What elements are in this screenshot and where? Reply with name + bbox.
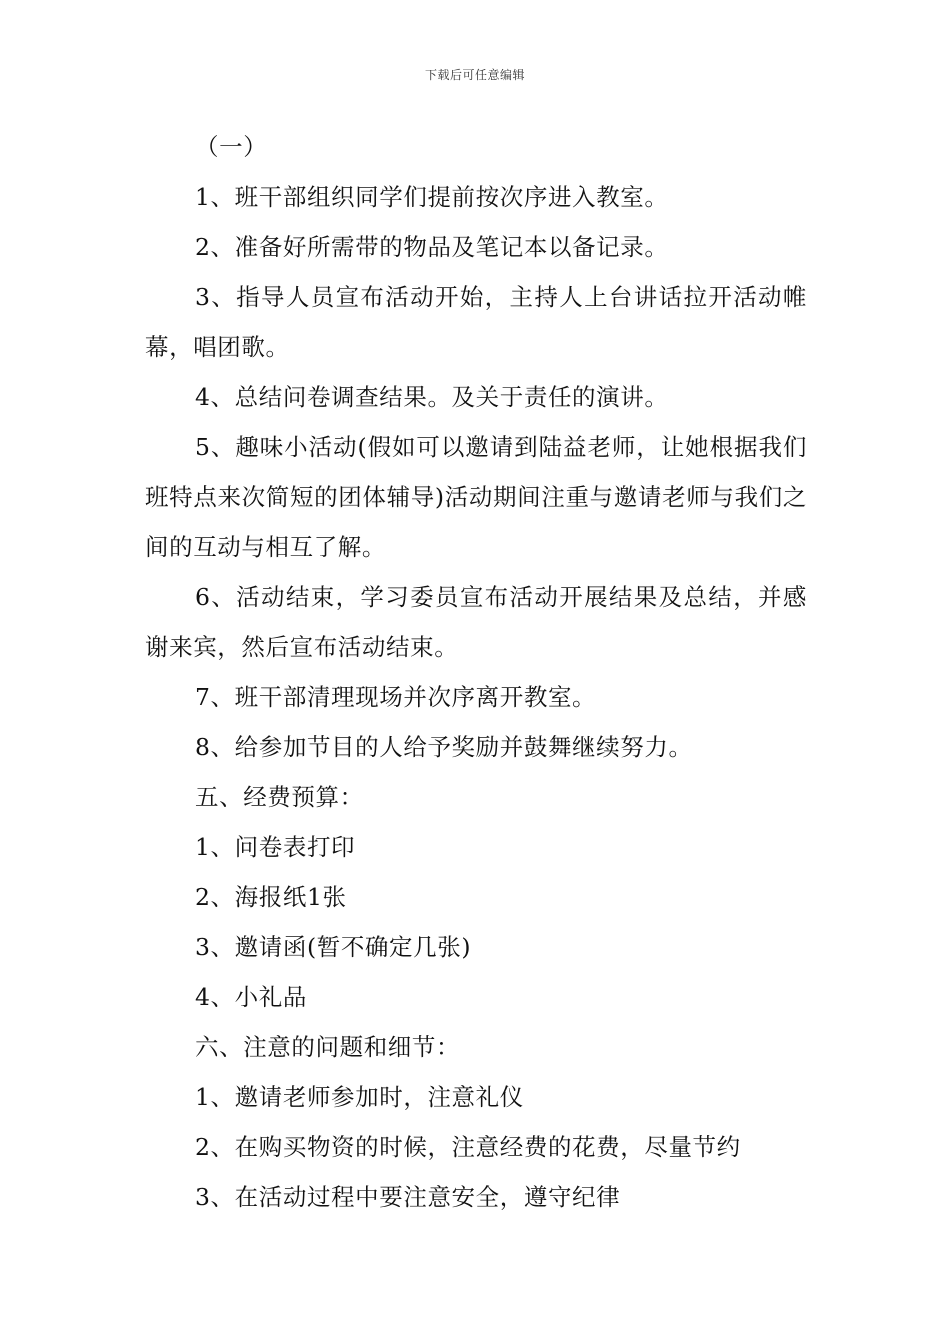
list-item: 8、给参加节目的人给予奖励并鼓舞继续努力。 [195,733,693,761]
list-item: 2、在购买物资的时候，注意经费的花费，尽量节约 [195,1133,741,1161]
section-heading-notes: 六、注意的问题和细节： [195,1033,461,1061]
list-item: 4、总结问卷调查结果。及关于责任的演讲。 [195,383,669,411]
list-item: 3、指导人员宣布活动开始，主持人上台讲话拉开活动帷幕，唱团歌。 [145,283,807,361]
list-item: 7、班干部清理现场并次序离开教室。 [195,683,597,711]
list-item: 5、趣味小活动(假如可以邀请到陆益老师，让她根据我们班特点来次简短的团体辅导)活动期间注重与邀请老师与我们之间的互动与相互了解。 [145,433,807,561]
section-heading-budget: 五、经费预算： [195,783,364,811]
list-item: 2、准备好所需带的物品及笔记本以备记录。 [195,233,669,261]
list-item: 4、小礼品 [195,983,307,1011]
list-item: 2、海报纸1张 [195,883,347,911]
list-item: 3、在活动过程中要注意安全，遵守纪律 [195,1183,621,1211]
page-header-note: 下载后可任意编辑 [424,68,525,82]
document-body [145,122,807,1222]
list-item: 6、活动结束，学习委员宣布活动开展结果及总结，并感谢来宾，然后宣布活动结束。 [145,583,807,661]
list-item: 1、班干部组织同学们提前按次序进入教室。 [195,183,669,211]
list-item: 3、邀请函(暂不确定几张) [195,933,472,961]
section-heading-one: （一） [195,133,268,161]
list-item: 1、邀请老师参加时，注意礼仪 [195,1083,524,1111]
list-item: 1、问卷表打印 [195,833,356,861]
